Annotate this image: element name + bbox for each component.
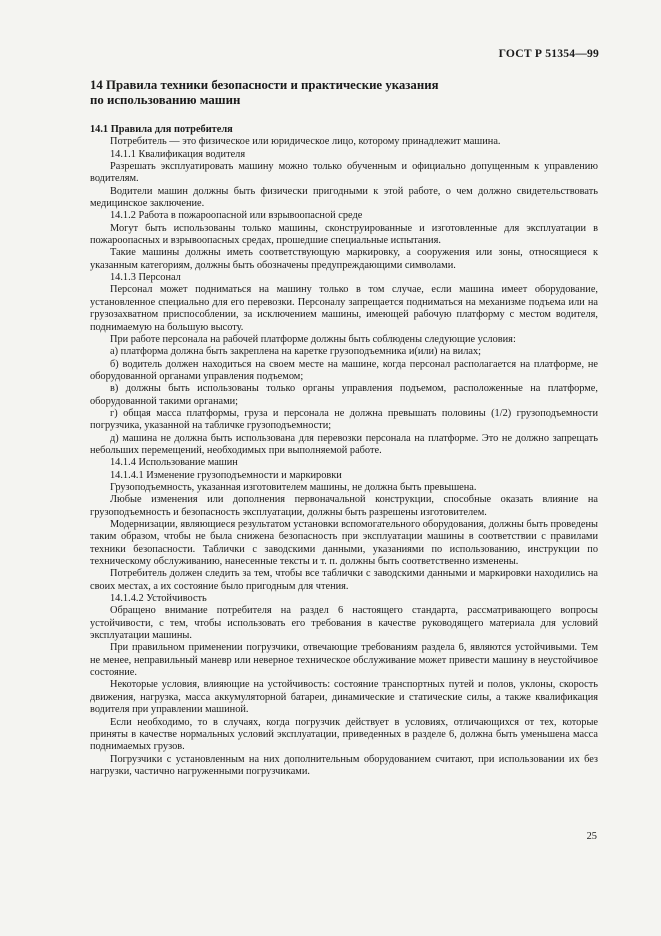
paragraph: При работе персонала на рабочей платформе должны быть соблюдены следующие условия:	[110, 333, 516, 345]
section-title-line2: по использованию машин	[90, 92, 241, 107]
paragraph: Потребитель должен следить за тем, чтобы все таблички с заводскими данными и маркировки находились на своих местах, а их состояние было пригодным для чтения.	[90, 568, 598, 592]
standard-header: ГОСТ Р 51354—99	[498, 47, 599, 60]
paragraph: Могут быть использованы только машины, сконструированные и изготовленные для эксплуатации в пожароопасных и взрывоопасных средах, прошедшие специальные испытания.	[90, 222, 598, 247]
page-number: 25	[586, 831, 597, 842]
paragraph: Обращено внимание потребителя на раздел 6 настоящего стандарта, рассматривающего вопросы устойчивости, с тем, чтобы использовать его требования в качестве руководящего материала для условий эксплуатации машины.	[90, 605, 598, 642]
paragraph: г) общая масса платформы, груза и персонала не должна превышать половины (1/2) грузоподъемности погрузчика, указанной на табличке грузоподъемности;	[90, 407, 598, 432]
paragraph: Водители машин должны быть физически пригодными к этой работе, о чем должно свидетельствовать медицинское заключение.	[90, 185, 598, 210]
paragraph: а) платформа должна быть закреплена на каретке грузоподъемника и(или) на вилах;	[110, 346, 482, 358]
paragraph: Некоторые условия, влияющие на устойчивость: состояние транспортных путей и полов, уклоны, скорость движения, нагрузка, масса аккумуляторной батареи, динамические и статические силы, а также квалификация водителя при управлении машиной.	[90, 679, 598, 716]
paragraph: Погрузчики с установленным на них дополнительным оборудованием считают, при использовании их без нагрузки, частично нагруженными погрузчиками.	[90, 753, 598, 777]
paragraph: б) водитель должен находиться на своем месте на машине, когда персонал располагается на платформе, не оборудованной органами управления подъемом;	[90, 358, 598, 382]
paragraph: 14.1.2 Работа в пожароопасной или взрывоопасной среде	[110, 210, 363, 222]
paragraph-list	[90, 124, 598, 778]
subsection-heading: 14.1 Правила для потребителя	[90, 124, 233, 135]
paragraph: Любые изменения или дополнения первоначальной конструкции, способные оказать влияние на грузоподъемность и безопасность эксплуатации, должны быть разрешены изготовителем.	[90, 494, 598, 518]
paragraph: в) должны быть использованы только органы управления подъемом, расположенные на платформе, оборудованной такими органами;	[90, 383, 598, 407]
paragraph: Модернизации, являющиеся результатом установки вспомогательного оборудования, должны быть проведены таким образом, чтобы не была снижена безопасность при эксплуатации машины в соответствии с правилами техники безопасности. Таблички с заводскими данными, указаниями по использованию, инструкции по техническому обслуживанию, нанесенные тексты и т. п. должны быть соответственно изменены.	[90, 519, 598, 568]
paragraph: Грузоподъемность, указанная изготовителем машины, не должна быть превышена.	[110, 481, 477, 493]
paragraph: 14.1.1 Квалификация водителя	[110, 148, 246, 160]
paragraph: Персонал может подниматься на машину только в том случае, если машина имеет оборудование, установленное специально для его перевозки. Персоналу запрещается подниматься на механизме подъема или на грузозахватном приспособлении, за исключением машины, имеющей рабочую платформу с местом водителя, поднимаемую на большую высоту.	[90, 284, 598, 333]
section-title	[90, 78, 598, 107]
paragraph: 14.1.3 Персонал	[110, 272, 181, 284]
paragraph: При правильном применении погрузчики, отвечающие требованиям раздела 6, являются устойчивыми. Тем не менее, неправильный маневр или неверное техническое обслуживание может привести машину в неустойчивое состояние.	[90, 642, 598, 679]
paragraph: Такие машины должны иметь соответствующую маркировку, а сооружения или зоны, относящиеся к указанным категориям, должны быть обозначены предупреждающими символами.	[90, 247, 598, 271]
section-title-line1: 14 Правила техники безопасности и практические указания	[90, 78, 439, 92]
paragraph: 14.1.4.2 Устойчивость	[110, 593, 207, 605]
paragraph: Разрешать эксплуатировать машину можно только обученным и официально допущенным к управлению водителям.	[90, 161, 598, 185]
paragraph: д) машина не должна быть использована для перевозки персонала на платформе. Это не должно запрещать небольших перемещений, необходимых при выполняемой работе.	[90, 432, 598, 456]
paragraph: Потребитель — это физическое или юридическое лицо, которому принадлежит машина.	[110, 136, 501, 148]
page-content	[90, 78, 598, 778]
paragraph: 14.1.4.1 Изменение грузоподъемности и маркировки	[110, 469, 342, 481]
paragraph: Если необходимо, то в случаях, когда погрузчик действует в условиях, отличающихся от тех, которые приняты в качестве нормальных условий эксплуатации, приведенных в разделе 6, должна быть уменьшена масса поднимаемых грузов.	[90, 716, 598, 753]
paragraph: 14.1.4 Использование машин	[110, 457, 238, 469]
